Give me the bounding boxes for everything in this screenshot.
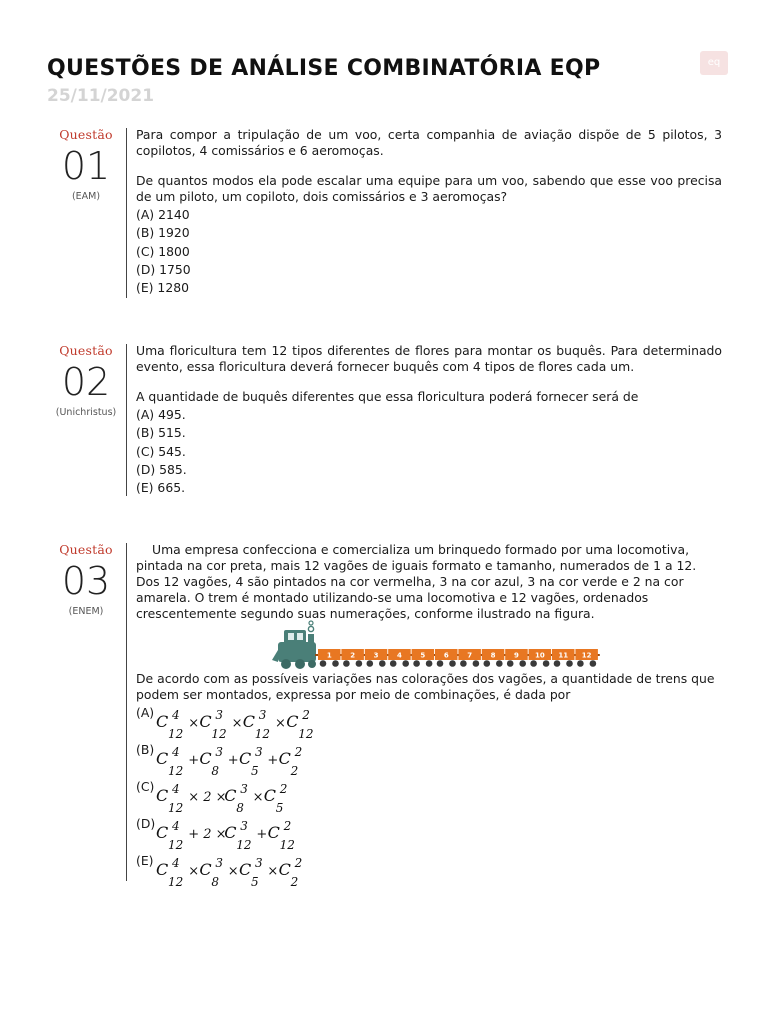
wagon-wheel: [449, 660, 456, 667]
wagon-wheel: [473, 660, 480, 667]
combination-n: 8: [211, 764, 220, 778]
wagon: [318, 649, 341, 667]
combination-n: 12: [254, 727, 271, 741]
wagon: [412, 649, 435, 667]
combination-symbol: C: [239, 749, 252, 768]
wagon: [458, 649, 481, 667]
operator: +: [256, 827, 268, 842]
option-label: (D): [136, 816, 156, 831]
wagon-number: 6: [443, 651, 449, 660]
combination-symbol: C: [278, 749, 291, 768]
combination-symbol: C: [199, 860, 212, 879]
operator: +: [188, 753, 200, 768]
question-statement: Uma floricultura tem 12 tipos diferentes de flores para montar os buquês. Para determinado evento, essa floricultura deverá fornecer buquês com 4 tipos de flores cada um.: [136, 343, 722, 374]
combination-n: 12: [279, 838, 295, 852]
combination-expression: [154, 781, 354, 815]
wagon-wheel: [543, 660, 550, 667]
combination-expression: [154, 707, 354, 741]
combination-symbol: C: [267, 823, 280, 842]
combination-symbol: C: [239, 860, 252, 879]
train-figure: [270, 620, 590, 672]
operator: ×: [275, 716, 286, 731]
question-body: [136, 343, 722, 497]
option-label: (B): [136, 742, 155, 757]
operator: +: [227, 753, 239, 768]
question-statement: Uma empresa confecciona e comercializa um brinquedo formado por uma locomotiva, pintada na cor preta, mais 12 vagões de iguais formato e tamanho, numerados de 1 a 12. Dos 12 vagões, 4 são pintados na cor vermelha, 3 na cor azul, 3 na cor verde e 2 na cor amarela. O trem é montado utilizando-se uma locomotiva e 12 vagões, ordenados crescentemente segundo suas numerações, conforme ilustrado na figura.: [136, 542, 697, 621]
question-source: (ENEM): [68, 606, 104, 617]
combination-n: 5: [275, 801, 284, 815]
combination-symbol: C: [224, 823, 237, 842]
operator: ×: [188, 716, 200, 731]
combination-n: 12: [168, 801, 184, 815]
wagon: [435, 649, 458, 667]
wagon-wheel: [590, 660, 597, 667]
wagon-wheel: [413, 660, 420, 667]
option-label: (C): [136, 779, 155, 794]
combination-n: 8: [211, 875, 220, 889]
option-label: (A): [136, 705, 155, 720]
combination-k: 4: [172, 819, 180, 833]
question-label: Questão: [59, 343, 113, 358]
answer-option-c[interactable]: [136, 779, 436, 816]
wagon-wheel: [332, 660, 339, 667]
wagon-wheel: [356, 660, 363, 667]
wagon: [341, 649, 364, 667]
question-body: [136, 542, 706, 622]
answer-options: [136, 406, 722, 497]
wagon: [388, 649, 411, 667]
wagon: [482, 649, 505, 667]
combination-symbol: C: [278, 860, 291, 879]
wagon-wheel: [577, 660, 584, 667]
combination-symbol: C: [156, 786, 169, 805]
question-divider: [126, 128, 127, 298]
combination-k: 3: [255, 745, 263, 759]
wagon-wheel: [484, 660, 491, 667]
wagon-wheel: [343, 660, 350, 667]
page-title: QUESTÕES DE ANÁLISE COMBINATÓRIA EQP: [47, 56, 601, 81]
wagon: [365, 649, 388, 667]
wagon-row: [315, 649, 600, 667]
question-number: 03: [61, 559, 111, 603]
wagon-number: 9: [514, 651, 519, 660]
combination-k: 4: [172, 708, 180, 722]
question-prompt: De acordo com as possíveis variações nas colorações dos vagões, a quantidade de trens que podem ser montados, expressa por meio de combinações, é dada por: [136, 671, 715, 702]
operator: + 2 ×: [188, 827, 227, 842]
combination-symbol: C: [263, 786, 277, 805]
question-divider: [126, 543, 127, 881]
answer-option-b[interactable]: (B) 515.: [136, 425, 186, 441]
wagon: [552, 649, 575, 667]
combination-k: 2: [283, 819, 292, 833]
answer-option-d[interactable]: (D) 585.: [136, 461, 187, 477]
answer-option-d[interactable]: [136, 816, 436, 853]
combination-symbol: C: [199, 712, 212, 731]
wagon-wheel: [460, 660, 467, 667]
combination-k: 3: [215, 745, 224, 759]
wagon: [505, 649, 528, 667]
answer-option-a[interactable]: [136, 705, 436, 742]
wagon-number: 1: [326, 651, 332, 660]
combination-symbol: C: [286, 712, 299, 731]
answer-option-e[interactable]: (E) 665.: [136, 480, 186, 496]
wagon-number: 2: [350, 651, 356, 660]
wagon-wheel: [566, 660, 573, 667]
combination-k: 3: [240, 819, 248, 833]
question-body: [136, 127, 722, 297]
wagon-number: 4: [397, 651, 402, 660]
combination-k: 4: [172, 745, 180, 759]
combination-k: 3: [215, 708, 224, 722]
question-number: 01: [61, 144, 111, 188]
answer-option-d[interactable]: (D) 1750: [136, 261, 191, 277]
wagon-wheel: [426, 660, 433, 667]
question-statement: Para compor a tripulação de um voo, certa companhia de aviação dispõe de 5 pilotos, 3 copilotos, 4 comissários e 6 aeromoças.: [136, 127, 722, 158]
answer-option-a[interactable]: (A) 2140: [136, 207, 190, 222]
wagon-wheel: [496, 660, 503, 667]
answer-option-c[interactable]: (C) 1800: [136, 243, 190, 259]
wagon-wheel: [390, 660, 397, 667]
wagon-number: 3: [373, 651, 379, 660]
combination-k: 2: [279, 782, 288, 796]
combination-n: 12: [168, 875, 184, 889]
brand-logo: eq: [700, 51, 728, 75]
combination-n: 12: [168, 764, 184, 778]
combination-n: 2: [290, 875, 299, 889]
combination-n: 2: [290, 764, 299, 778]
operator: ×: [227, 864, 239, 879]
combination-k: 3: [258, 708, 267, 722]
combination-k: 4: [172, 856, 180, 870]
combination-expression: [154, 855, 354, 889]
wagon-number: 5: [420, 651, 426, 660]
question-source: (EAM): [71, 191, 101, 202]
combination-k: 2: [294, 856, 303, 870]
combination-symbol: C: [156, 823, 169, 842]
question-header: [44, 127, 128, 202]
question-header: [44, 343, 128, 418]
answer-option-a[interactable]: (A) 495.: [136, 407, 186, 422]
operator: ×: [252, 790, 264, 805]
combination-symbol: C: [224, 786, 237, 805]
question-header: [44, 542, 128, 617]
question-prompt: De quantos modos ela pode escalar uma equipe para um voo, sabendo que esse voo precisa de um piloto, um copiloto, dois comissários e 3 aeromoças?: [136, 173, 722, 204]
wagon-wheel: [379, 660, 386, 667]
page-date: 25/11/2021: [47, 86, 155, 106]
question-label: Questão: [59, 127, 113, 142]
operator: ×: [231, 716, 243, 731]
combination-symbol: C: [156, 860, 169, 879]
wagon-number: 7: [467, 651, 473, 660]
operator: +: [267, 753, 279, 768]
wagon-number: 11: [558, 651, 569, 660]
answer-option-e[interactable]: (E) 1280: [136, 280, 189, 296]
wagon-wheel: [507, 660, 514, 667]
answer-options: [136, 206, 722, 297]
combination-n: 5: [251, 764, 259, 778]
wagon-wheel: [519, 660, 526, 667]
question-body-prompt: [136, 671, 726, 703]
question-label: Questão: [59, 542, 113, 557]
combination-symbol: C: [156, 712, 169, 731]
wagon-wheel: [530, 660, 537, 667]
answer-option-b[interactable]: (B) 1920: [136, 225, 190, 241]
combination-n: 12: [168, 838, 184, 852]
combination-n: 5: [251, 875, 259, 889]
combination-k: 2: [294, 745, 303, 759]
answer-option-e[interactable]: [136, 853, 436, 890]
wagon: [575, 649, 598, 667]
math-options: [136, 705, 436, 890]
wagon-number: 8: [490, 651, 496, 660]
wagon-number: 12: [581, 651, 592, 660]
combination-symbol: C: [199, 749, 212, 768]
question-prompt: A quantidade de buquês diferentes que essa floricultura poderá fornecer será de: [136, 389, 639, 404]
answer-option-b[interactable]: [136, 742, 436, 779]
operator: × 2 ×: [188, 790, 227, 805]
wagon-wheel: [402, 660, 409, 667]
wagon-wheel: [367, 660, 374, 667]
combination-n: 12: [211, 727, 227, 741]
question-number: 02: [61, 360, 111, 404]
wagon-wheel: [437, 660, 444, 667]
wagon-wheel: [554, 660, 561, 667]
combination-k: 4: [172, 782, 180, 796]
wagon: [529, 649, 552, 667]
combination-n: 12: [236, 838, 252, 852]
wagon-number: 10: [534, 651, 545, 660]
question-divider: [126, 344, 127, 496]
operator: ×: [188, 864, 200, 879]
combination-symbol: C: [156, 749, 169, 768]
option-label: (E): [136, 853, 154, 868]
wagon-wheel: [320, 660, 327, 667]
operator: ×: [267, 864, 279, 879]
question-source: (Unichristus): [55, 407, 117, 418]
locomotive: [272, 621, 316, 669]
combination-n: 12: [298, 727, 314, 741]
combination-expression: [154, 744, 354, 778]
combination-n: 12: [168, 727, 184, 741]
combination-k: 3: [240, 782, 248, 796]
combination-expression: [154, 818, 354, 852]
answer-option-c[interactable]: (C) 545.: [136, 443, 186, 459]
combination-symbol: C: [242, 712, 256, 731]
combination-k: 3: [215, 856, 224, 870]
combination-k: 3: [255, 856, 263, 870]
combination-k: 2: [302, 708, 310, 722]
combination-n: 8: [236, 801, 244, 815]
